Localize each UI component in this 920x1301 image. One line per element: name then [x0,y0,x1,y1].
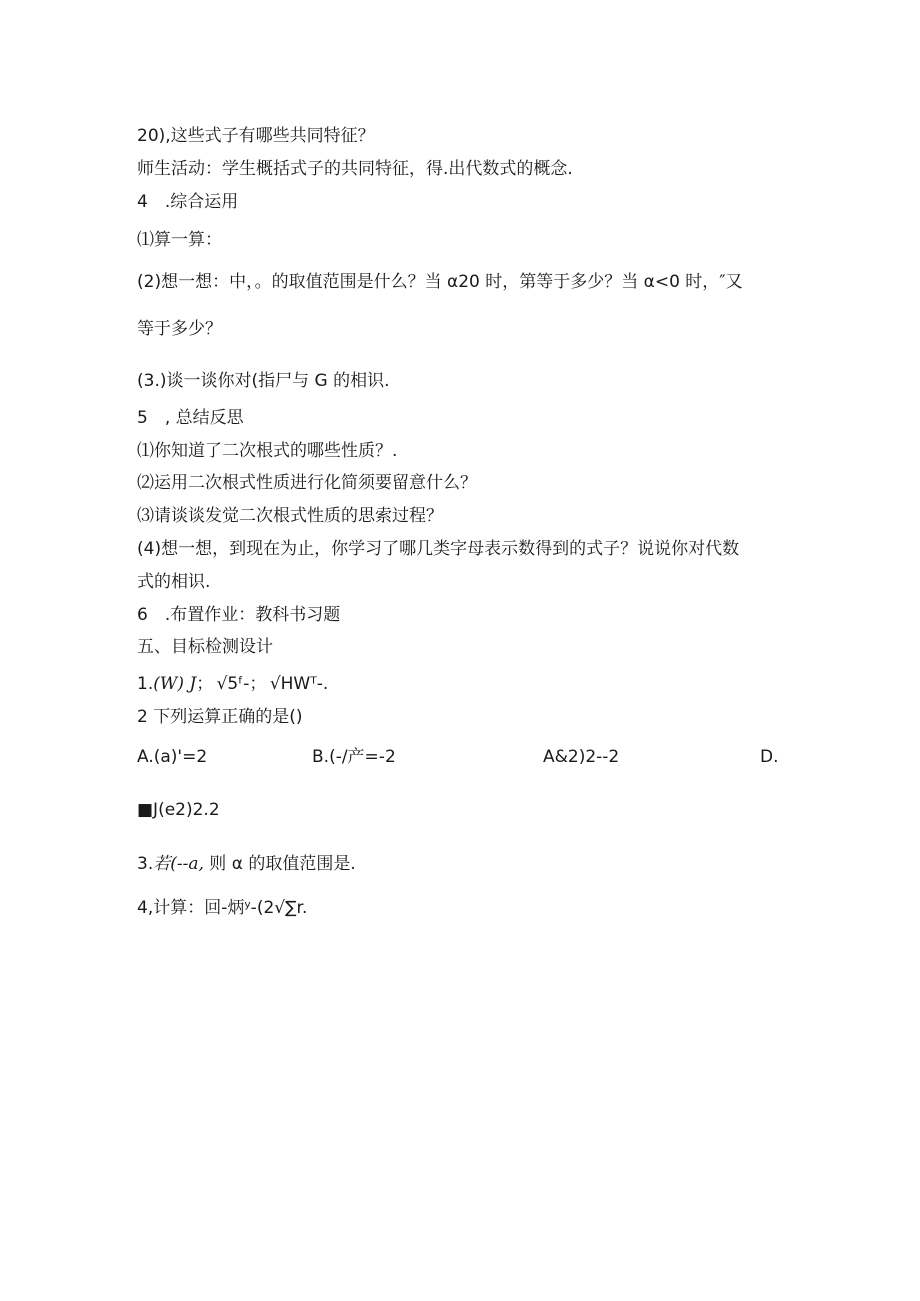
section-five-heading: 五、目标检测设计 [137,637,273,657]
exercise-3-rest: 则 α 的取值范围是. [203,854,356,874]
exercise-1-formula: (W) J [153,674,197,694]
option-b: B.(-/产=-2 [312,747,396,767]
item-discuss: (3.)谈一谈你对(指尸与 G 的相识. [137,371,390,391]
reflection-2: ⑵运用二次根式性质进行化简须要留意什么？ [137,473,477,493]
exercise-3-formula: 若(--a, [153,854,204,874]
section-6-homework: 6 .布置作业：教科书习题 [137,605,341,625]
exercise-3 [137,853,356,875]
exercise-4: 4,计算：回-炳ʸ-(2√∑r. [137,898,308,918]
section-5-heading: 5 , 总结反思 [137,408,244,428]
option-c: A&2)2--2 [543,747,620,767]
option-a: A.(a)'=2 [137,747,208,767]
item-think-continued: 等于多少？ [137,319,222,339]
section-4-heading: 4 .综合运用 [137,192,239,212]
exercise-3-number: 3. [137,854,154,874]
teacher-student-activity: 师生活动：学生概括式子的共同特征，得.出代数式的概念. [137,159,573,179]
question-common-features: 20),这些式子有哪些共同特征？ [137,126,375,146]
exercise-2: 2 下列运算正确的是() [137,707,303,727]
item-think: (2)想一想：中，。的取值范围是什么？当 α20 时，第等于多少？当 α<0 时，″又 [137,272,743,292]
exercise-1-rest: ； √5ᶠ-； √HWᵀ-. [196,674,329,694]
exercise-1 [137,673,328,695]
reflection-3: ⑶请谈谈发觉二次根式性质的思索过程？ [137,506,443,526]
reflection-4: (4)想一想，到现在为止，你学习了哪几类字母表示数得到的式子？说说你对代数 [137,539,740,559]
option-d: D. [760,747,779,767]
reflection-4-continued: 式的相识. [137,572,211,592]
reflection-1: ⑴你知道了二次根式的哪些性质？. [137,441,398,461]
item-calculate: ⑴算一算： [137,230,222,250]
option-d-content: ■J(e2)2.2 [137,800,220,820]
exercise-1-number: 1. [137,674,154,694]
